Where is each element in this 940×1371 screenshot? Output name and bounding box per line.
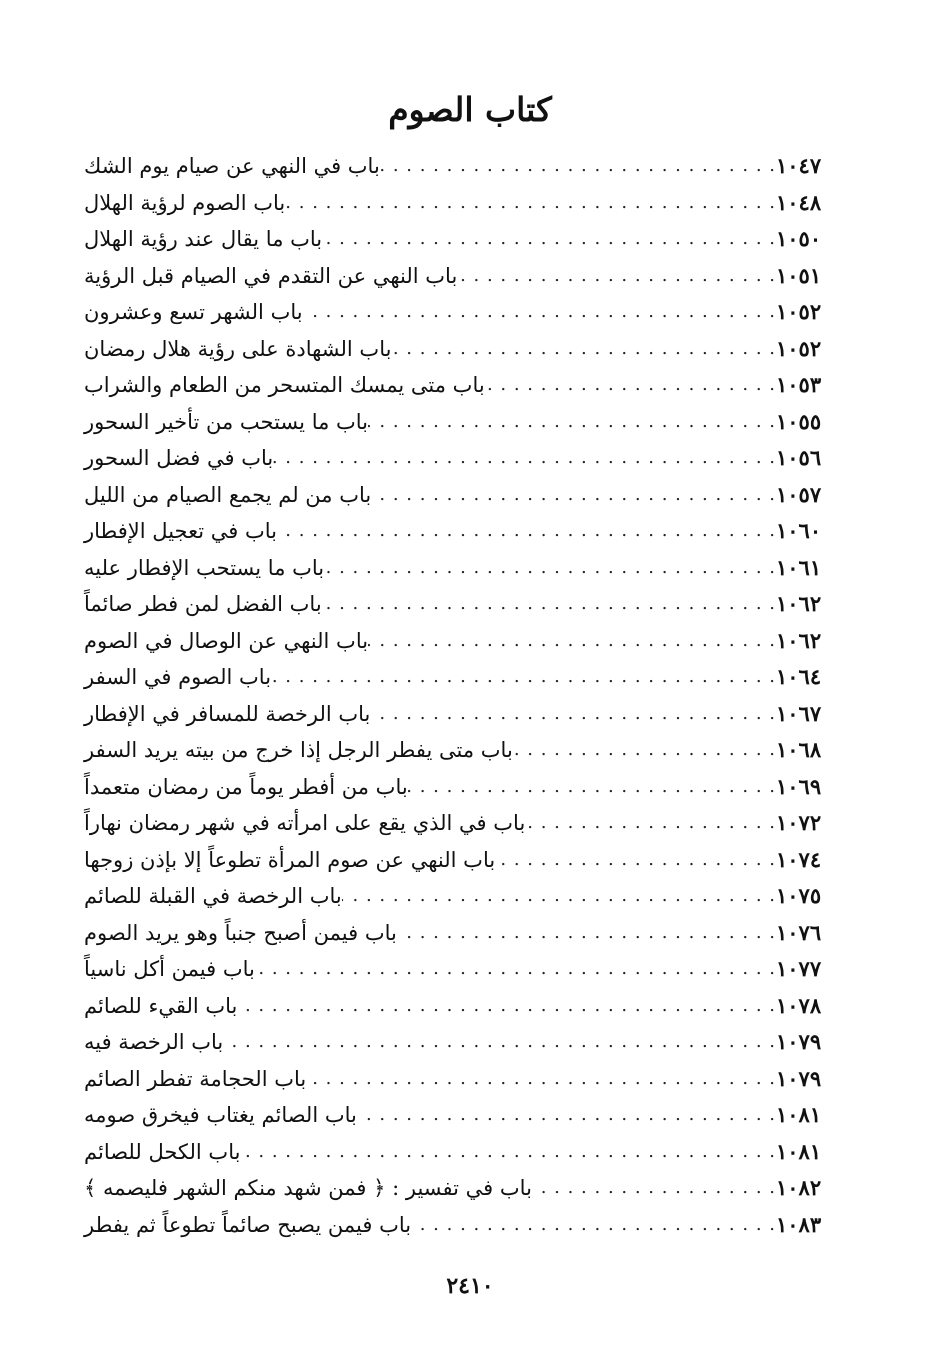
toc-entry-title: باب الشهر تسع وعشرون bbox=[84, 300, 303, 325]
toc-entry bbox=[78, 1207, 850, 1244]
toc-entry bbox=[78, 623, 850, 660]
dot-leader bbox=[525, 805, 776, 841]
toc-entry-title: باب النهي عن الوصال في الصوم bbox=[84, 628, 369, 653]
toc-entry-page-number: ١٠٧٦ bbox=[776, 919, 822, 945]
toc-entry bbox=[78, 1170, 850, 1207]
toc-entry-title: باب الحجامة تفطر الصائم bbox=[84, 1066, 307, 1091]
dot-leader bbox=[485, 367, 776, 403]
toc-entry-page-number: ١٠٧٨ bbox=[776, 992, 822, 1018]
toc-entry bbox=[78, 769, 850, 806]
table-of-contents bbox=[78, 148, 850, 1243]
dot-leader bbox=[391, 331, 776, 367]
toc-entry bbox=[78, 878, 850, 915]
toc-entry-page-number: ١٠٤٨ bbox=[776, 189, 822, 215]
toc-entry bbox=[78, 988, 850, 1025]
toc-entry bbox=[78, 586, 850, 623]
toc-entry-title: باب ما يستحب الإفطار عليه bbox=[84, 555, 325, 580]
toc-entry-page-number: ١٠٥٢ bbox=[776, 299, 822, 325]
toc-entry-page-number: ١٠٥٥ bbox=[776, 408, 822, 434]
toc-entry-title: باب ما يستحب من تأخير السحور bbox=[84, 409, 369, 434]
toc-entry-title: باب في فضل السحور bbox=[84, 446, 274, 471]
toc-entry-title: باب في الذي يقع على امرأته في شهر رمضان نهاراً bbox=[84, 811, 526, 836]
toc-entry-title: باب متى يمسك المتسحر من الطعام والشراب bbox=[84, 373, 485, 398]
dot-leader bbox=[532, 1170, 776, 1206]
toc-entry-title: باب الفضل لمن فطر صائماً bbox=[84, 592, 322, 617]
toc-entry bbox=[78, 951, 850, 988]
dot-leader bbox=[342, 878, 776, 914]
toc-entry-page-number: ١٠٧٢ bbox=[776, 810, 822, 836]
dot-leader bbox=[357, 1097, 776, 1133]
toc-entry-page-number: ١٠٨٣ bbox=[776, 1211, 822, 1237]
dot-leader bbox=[408, 769, 776, 805]
toc-entry-page-number: ١٠٦٤ bbox=[776, 664, 822, 690]
toc-entry bbox=[78, 1134, 850, 1171]
toc-entry-page-number: ١٠٧٥ bbox=[776, 883, 822, 909]
dot-leader bbox=[237, 988, 776, 1024]
dot-leader bbox=[322, 586, 776, 622]
toc-entry-title: باب الشهادة على رؤية هلال رمضان bbox=[84, 336, 392, 361]
dot-leader bbox=[368, 623, 776, 659]
dot-leader bbox=[368, 404, 776, 440]
toc-entry-title: باب القيء للصائم bbox=[84, 993, 238, 1018]
toc-entry-title: باب فيمن أصبح جنباً وهو يريد الصوم bbox=[84, 920, 397, 945]
dot-leader bbox=[277, 513, 776, 549]
toc-entry bbox=[78, 1097, 850, 1134]
toc-entry-title: باب الرخصة فيه bbox=[84, 1030, 224, 1055]
page-title: كتاب الصوم bbox=[388, 90, 552, 129]
toc-entry-title: باب من لم يجمع الصيام من الليل bbox=[84, 482, 372, 507]
toc-entry bbox=[78, 440, 850, 477]
dot-leader bbox=[324, 550, 776, 586]
toc-entry-title: باب فيمن يصبح صائماً تطوعاً ثم يفطر bbox=[84, 1212, 412, 1237]
toc-entry-page-number: ١٠٨١ bbox=[776, 1102, 822, 1128]
toc-entry bbox=[78, 148, 850, 185]
toc-entry-page-number: ١٠٦٢ bbox=[776, 627, 822, 653]
dot-leader bbox=[513, 732, 776, 768]
toc-entry-page-number: ١٠٨١ bbox=[776, 1138, 822, 1164]
toc-entry-title: باب متى يفطر الرجل إذا خرج من بيته يريد السفر bbox=[84, 738, 513, 763]
dot-leader bbox=[285, 185, 776, 221]
toc-entry-page-number: ١٠٧٩ bbox=[776, 1029, 822, 1055]
toc-entry-title: باب من أفطر يوماً من رمضان متعمداً bbox=[84, 774, 408, 799]
toc-entry bbox=[78, 550, 850, 587]
toc-entry bbox=[78, 294, 850, 331]
toc-entry bbox=[78, 842, 850, 879]
toc-entry-title: باب الكحل للصائم bbox=[84, 1139, 241, 1164]
toc-entry-page-number: ١٠٥٢ bbox=[776, 335, 822, 361]
dot-leader bbox=[240, 1134, 776, 1170]
toc-entry bbox=[78, 404, 850, 441]
toc-entry-page-number: ١٠٦١ bbox=[776, 554, 822, 580]
toc-entry-page-number: ١٠٦٢ bbox=[776, 591, 822, 617]
toc-entry-page-number: ١٠٦٩ bbox=[776, 773, 822, 799]
toc-entry-title: باب في تعجيل الإفطار bbox=[84, 519, 277, 544]
toc-entry bbox=[78, 221, 850, 258]
toc-entry bbox=[78, 367, 850, 404]
toc-entry-page-number: ١٠٦٧ bbox=[776, 700, 822, 726]
dot-leader bbox=[457, 258, 776, 294]
toc-entry-title: باب الرخصة للمسافر في الإفطار bbox=[84, 701, 371, 726]
toc-entry-page-number: ١٠٦٨ bbox=[776, 737, 822, 763]
toc-entry-title: باب الصائم يغتاب فيخرق صومه bbox=[84, 1103, 357, 1128]
dot-leader bbox=[370, 696, 776, 732]
toc-entry bbox=[78, 258, 850, 295]
dot-leader bbox=[411, 1207, 776, 1243]
toc-entry bbox=[78, 1024, 850, 1061]
dot-leader bbox=[255, 951, 776, 987]
dot-leader bbox=[397, 915, 776, 951]
dot-leader bbox=[271, 659, 776, 695]
toc-entry-title: باب ما يقال عند رؤية الهلال bbox=[84, 227, 323, 252]
toc-entry-title: باب الرخصة في القبلة للصائم bbox=[84, 884, 342, 909]
toc-entry-title: باب في النهي عن صيام يوم الشك bbox=[84, 154, 380, 179]
dot-leader bbox=[322, 221, 776, 257]
toc-entry-page-number: ١٠٨٢ bbox=[776, 1175, 822, 1201]
toc-entry-title: باب النهي عن صوم المرأة تطوعاً إلا بإذن زوجها bbox=[84, 847, 496, 872]
dot-leader bbox=[306, 1061, 776, 1097]
toc-entry-title: باب الصوم في السفر bbox=[84, 665, 272, 690]
dot-leader bbox=[495, 842, 776, 878]
toc-entry-page-number: ١٠٧٩ bbox=[776, 1065, 822, 1091]
toc-entry bbox=[78, 185, 850, 222]
toc-entry-page-number: ١٠٥٧ bbox=[776, 481, 822, 507]
toc-entry-page-number: ١٠٥١ bbox=[776, 262, 822, 288]
dot-leader bbox=[223, 1024, 776, 1060]
toc-entry-page-number: ١٠٥٦ bbox=[776, 445, 822, 471]
toc-entry-title: باب في تفسير : ﴿ فمن شهد منكم الشهر فليصمه ﴾ bbox=[84, 1176, 532, 1201]
toc-entry bbox=[78, 732, 850, 769]
toc-entry bbox=[78, 1061, 850, 1098]
toc-entry bbox=[78, 659, 850, 696]
toc-entry bbox=[78, 477, 850, 514]
toc-entry-title: باب النهي عن التقدم في الصيام قبل الرؤية bbox=[84, 263, 458, 288]
dot-leader bbox=[371, 477, 776, 513]
dot-leader bbox=[380, 148, 776, 184]
toc-entry-page-number: ١٠٧٤ bbox=[776, 846, 822, 872]
page-number: ٢٤١٠ bbox=[446, 1273, 494, 1299]
toc-entry bbox=[78, 805, 850, 842]
toc-entry-page-number: ١٠٤٧ bbox=[776, 153, 822, 179]
toc-entry bbox=[78, 915, 850, 952]
toc-entry-page-number: ١٠٥٠ bbox=[776, 226, 822, 252]
toc-entry bbox=[78, 696, 850, 733]
dot-leader bbox=[273, 440, 776, 476]
toc-entry-title: باب الصوم لرؤية الهلال bbox=[84, 190, 286, 215]
toc-entry-page-number: ١٠٥٣ bbox=[776, 372, 822, 398]
toc-entry bbox=[78, 331, 850, 368]
toc-entry-page-number: ١٠٦٠ bbox=[776, 518, 822, 544]
toc-entry bbox=[78, 513, 850, 550]
toc-entry-title: باب فيمن أكل ناسياً bbox=[84, 957, 255, 982]
toc-entry-page-number: ١٠٧٧ bbox=[776, 956, 822, 982]
dot-leader bbox=[303, 294, 776, 330]
